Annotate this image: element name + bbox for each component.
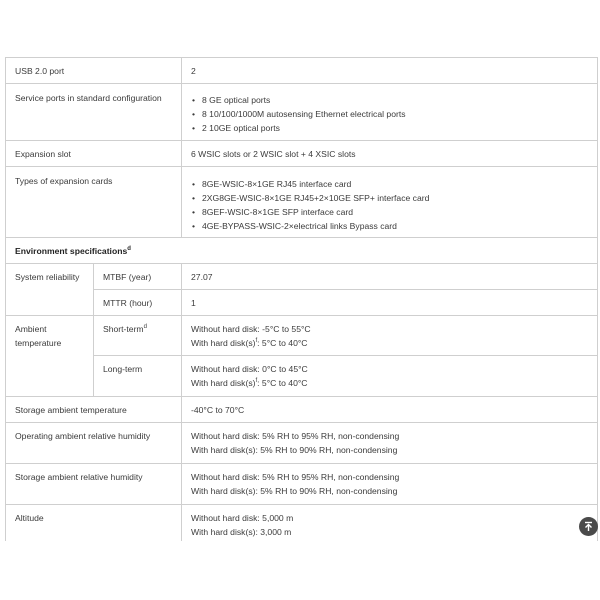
list-item: • 8GE-WSIC-8×1GE RJ45 interface card (191, 177, 588, 191)
table-row (6, 84, 598, 141)
table-row (6, 505, 598, 541)
row-label: System reliability (6, 264, 94, 316)
table-row (6, 58, 598, 84)
sub-label: MTBF (year) (94, 264, 182, 290)
arrow-up-to-line-icon (579, 517, 598, 536)
list-item: • 8GEF-WSIC-8×1GE SFP interface card (191, 205, 588, 219)
row-label: Ambient temperature (6, 316, 94, 397)
table-row (6, 397, 598, 423)
row-value: -40°C to 70°C (182, 397, 598, 423)
row-label: Expansion slot (6, 141, 182, 167)
list-item: • 8 10/100/1000M autosensing Ethernet electrical ports (191, 107, 588, 121)
specifications-table (5, 57, 598, 541)
table-row (6, 464, 598, 505)
section-title: Environment specifications$^d$ (6, 238, 598, 264)
table-row (6, 167, 598, 238)
row-value (182, 167, 598, 238)
table-row (6, 356, 598, 397)
back-to-top-button[interactable] (579, 517, 598, 536)
row-value: Without hard disk: -5°C to 55°C With hard $disk(s)^f$: 5°C to 40°C (182, 316, 598, 356)
row-label: Storage ambient relative humidity (6, 464, 182, 505)
row-value: 27.07 (182, 264, 598, 290)
table-row (6, 141, 598, 167)
row-label: Altitude (6, 505, 182, 541)
row-value: 1 (182, 290, 598, 316)
row-value: Without hard disk: 5,000 m With hard disk(s): 3,000 m (182, 505, 598, 541)
row-label: Storage ambient temperature (6, 397, 182, 423)
row-label: Types of expansion cards (6, 167, 182, 238)
list-item: • 2XG8GE-WSIC-8×1GE RJ45+2×10GE SFP+ interface card (191, 191, 588, 205)
bullet-list (191, 93, 588, 135)
sub-label: MTTR (hour) (94, 290, 182, 316)
sub-label: Long-term (94, 356, 182, 397)
table-row (6, 264, 598, 290)
row-value: 2 (182, 58, 598, 84)
table-row (6, 423, 598, 464)
row-value (182, 84, 598, 141)
row-value: 6 WSIC slots or 2 WSIC slot + 4 XSIC slots (182, 141, 598, 167)
row-label: Operating ambient relative humidity (6, 423, 182, 464)
bullet-list (191, 177, 588, 233)
row-label: Service ports in standard configuration (6, 84, 182, 141)
list-item: • 2 10GE optical ports (191, 121, 588, 135)
section-header-row (6, 238, 598, 264)
sub-label: Short-term$^d$ (94, 316, 182, 356)
row-label: USB 2.0 port (6, 58, 182, 84)
list-item: • 4GE-BYPASS-WSIC-2×electrical links Bypass card (191, 219, 588, 233)
row-value: Without hard disk: 5% RH to 95% RH, non-condensing With hard disk(s): 5% RH to 90% RH, non-condensing (182, 464, 598, 505)
list-item: • 8 GE optical ports (191, 93, 588, 107)
table-row (6, 316, 598, 356)
row-value: Without hard disk: 5% RH to 95% RH, non-condensing With hard disk(s): 5% RH to 90% RH, non-condensing (182, 423, 598, 464)
row-value: Without hard disk: 0°C to 45°C With hard $disk(s)^f$: 5°C to 40°C (182, 356, 598, 397)
table-row (6, 290, 598, 316)
